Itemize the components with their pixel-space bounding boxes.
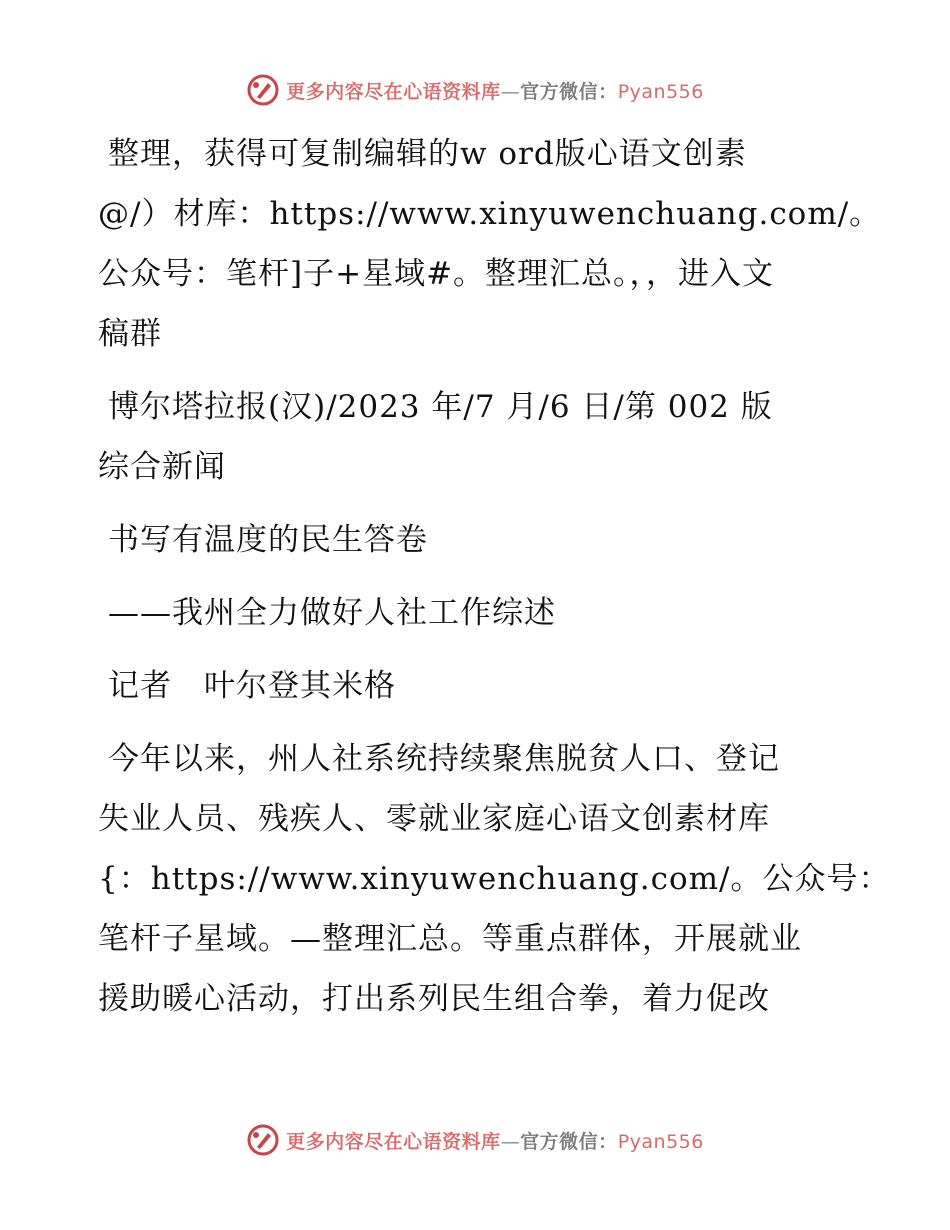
banner-wechat-label: 官方微信： bbox=[520, 80, 618, 103]
text-line: 今年以来，州人社系统持续聚焦脱贫人口、登记 bbox=[108, 741, 780, 777]
text-line: 失业人员、残疾人、零就业家庭心语文创素材库 bbox=[98, 801, 770, 837]
text-line: 援助暖心活动，打出系列民生组合拳，着力促改 bbox=[98, 981, 770, 1017]
text-line: 公众号：笔杆]子+星域#。整理汇总。，，进入文 bbox=[98, 256, 775, 292]
text-line: 整理，获得可复制编辑的w ord版心语文创素 bbox=[108, 136, 747, 172]
paragraph-source bbox=[98, 377, 858, 497]
banner-text bbox=[286, 1127, 704, 1154]
pen-circle-logo-icon bbox=[246, 1123, 280, 1157]
banner-wechat-id: Pyan556 bbox=[617, 80, 704, 103]
text-line: 综合新闻 bbox=[98, 449, 226, 485]
document-body bbox=[98, 124, 891, 1042]
article-subtitle bbox=[98, 583, 858, 643]
banner-slogan: 更多内容尽在心语资料库 bbox=[286, 80, 501, 103]
banner-group bbox=[246, 1123, 704, 1157]
text-line: 笔杆子星域。—整理汇总。等重点群体，开展就业 bbox=[98, 921, 802, 957]
paragraph-intro bbox=[98, 124, 882, 364]
text-line: ——我州全力做好人社工作综述 bbox=[108, 595, 556, 631]
text-line: 书写有温度的民生答卷 bbox=[108, 522, 428, 558]
text-line: 稿群 bbox=[98, 316, 162, 352]
banner-wechat-id: Pyan556 bbox=[617, 1130, 704, 1153]
text-line: @/）材库：https://www.xinyuwenchuang.com/。 bbox=[98, 196, 882, 232]
footer-banner bbox=[0, 1120, 950, 1160]
banner-wechat-label: 官方微信： bbox=[520, 1130, 618, 1153]
paragraph-body bbox=[98, 729, 891, 1029]
header-banner bbox=[0, 70, 950, 110]
text-line: 记者 叶尔登其米格 bbox=[108, 668, 396, 704]
banner-slogan: 更多内容尽在心语资料库 bbox=[286, 1130, 501, 1153]
banner-dash: — bbox=[500, 80, 521, 103]
banner-dash: — bbox=[500, 1130, 521, 1153]
pen-circle-logo-icon bbox=[246, 73, 280, 107]
article-title bbox=[98, 510, 858, 570]
article-byline bbox=[98, 656, 858, 716]
banner-text bbox=[286, 77, 704, 104]
banner-group bbox=[246, 73, 704, 107]
text-line: 博尔塔拉报(汉)/2023 年/7 月/6 日/第 002 版 bbox=[108, 389, 773, 425]
text-line: {：https://www.xinyuwenchuang.com/。公众号： bbox=[98, 861, 891, 897]
